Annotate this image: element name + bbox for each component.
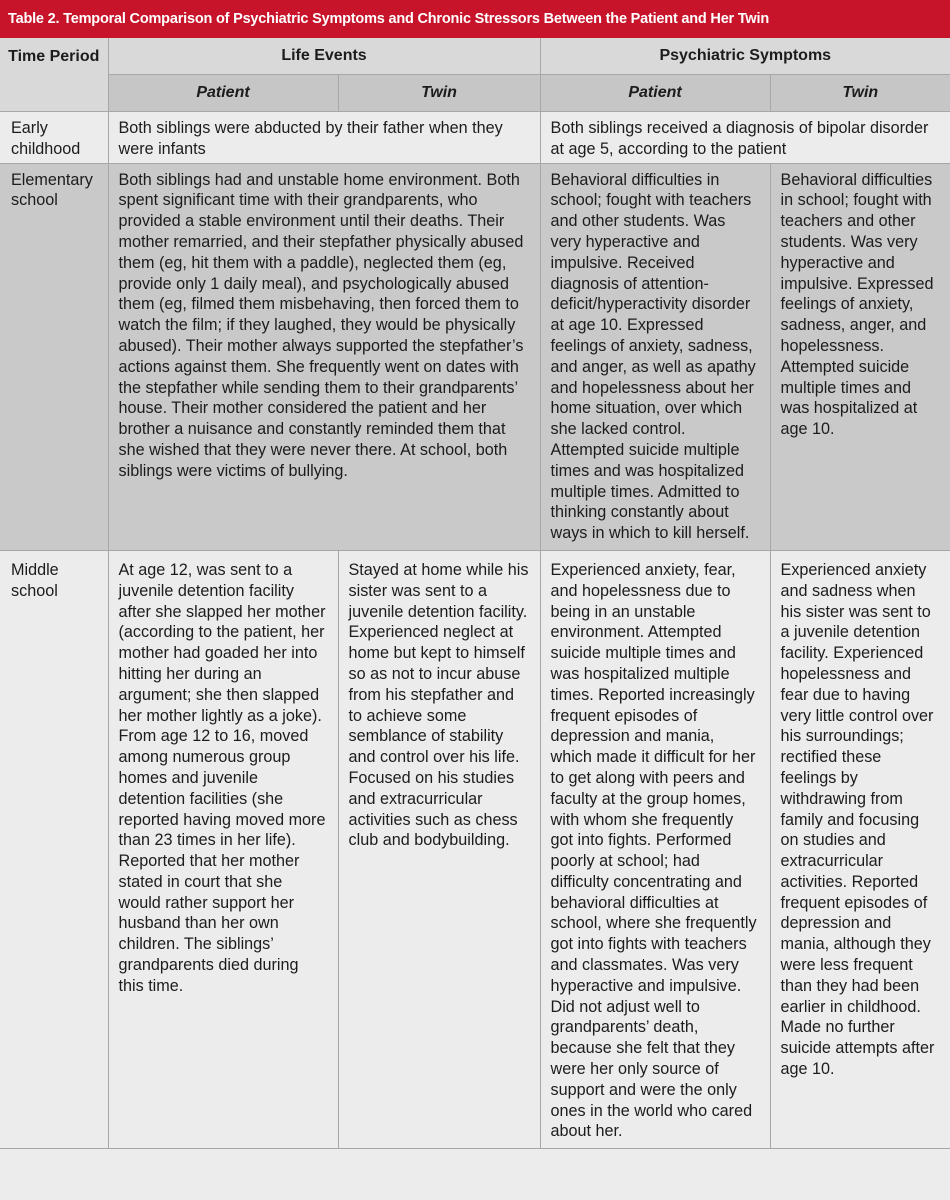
header-life-events: Life Events bbox=[108, 38, 540, 75]
life-events-cell: Both siblings had and unstable home environment. Both spent significant time with their grandparents, who provided a stable environment until their deaths. Their mother remarried, and their stepfather physically abused them (eg, hit them with a paddle), neglected them (eg, provide only 1 daily meal), and psychologically abused them (eg, filmed them misbehaving, then forced them to watch the film; if they laughed, they would be physically abused). Their mother always supported the stepfather’s actions against them. She frequently went on dates with the stepfather while sending them to their grandparents’ house. Their mother considered the patient and her brother a nuisance and constantly reminded them that she wished that they were never there. At school, both siblings were victims of bullying. bbox=[108, 163, 540, 550]
patient-symptoms-cell: Experienced anxiety, fear, and hopelessness due to being in an unstable environment. Attempted suicide multiple times and was hospitalized multiple times. Reported increasingly frequent episodes of depression and mania, which made it difficult for her to get along with peers and faculty at the group homes, with whom she frequently got into fights. Performed poorly at school; had difficulty concentrating and behavioral difficulties at school, where she frequently got into fights with teachers and classmates. Was very hyperactive and impulsive. Did not adjust well to grandparents’ death, because she felt that they were her only source of support and were the only ones in the world who cared about her. bbox=[540, 550, 770, 1148]
period-cell: Elementary school bbox=[0, 163, 108, 550]
twin-events-cell: Stayed at home while his sister was sent to a juvenile detention facility. Experienced neglect at home but kept to himself so as not to incur abuse from his stepfather and to achieve some semblance of stability and control over his life. Focused on his studies and extracurricular activities such as chess club and bodybuilding. bbox=[338, 550, 540, 1148]
table-row bbox=[0, 550, 950, 1148]
period-cell: Middle school bbox=[0, 550, 108, 1148]
period-cell: Early childhood bbox=[0, 112, 108, 164]
header-row bbox=[0, 38, 950, 75]
life-events-cell: Both siblings were abducted by their father when they were infants bbox=[108, 112, 540, 164]
header-time-period: Time Period bbox=[0, 38, 108, 112]
patient-events-cell: At age 12, was sent to a juvenile detention facility after she slapped her mother (according to the patient, her mother had goaded her into hitting her during an argument; she then slapped her mother lightly as a joke). From age 12 to 16, moved among numerous group homes and juvenile detention facilities (she reported having moved more than 23 times in her life). Reported that her mother stated in court that she would rather support her husband than her own children. The siblings’ grandparents died during this time. bbox=[108, 550, 338, 1148]
subheader-life-twin: Twin bbox=[338, 75, 540, 112]
table-row bbox=[0, 112, 950, 164]
subheader-symptoms-patient: Patient bbox=[540, 75, 770, 112]
patient-symptoms-cell: Behavioral difficulties in school; fought with teachers and other students. Was very hyperactive and impulsive. Received diagnosis of attention-deficit/hyperactivity disorder at age 10. Expressed feelings of anxiety, sadness, and anger, as well as apathy and hopelessness about her home situation, over which she lacked control. Attempted suicide multiple times and was hospitalized multiple times. Admitted to thinking constantly about ways in which to kill herself. bbox=[540, 163, 770, 550]
table-title: Table 2. Temporal Comparison of Psychiatric Symptoms and Chronic Stressors Between the Patient and Her Twin bbox=[0, 0, 950, 38]
subheader-row bbox=[0, 75, 950, 112]
table-row bbox=[0, 163, 950, 550]
symptoms-cell: Both siblings received a diagnosis of bipolar disorder at age 5, according to the patient bbox=[540, 112, 950, 164]
subheader-symptoms-twin: Twin bbox=[770, 75, 950, 112]
twin-symptoms-cell: Behavioral difficulties in school; fought with teachers and other students. Was very hyperactive and impulsive. Expressed feelings of anxiety, sadness, anger, and hopelessness. Attempted suicide multiple times and was hospitalized at age 10. bbox=[770, 163, 950, 550]
subheader-life-patient: Patient bbox=[108, 75, 338, 112]
comparison-table bbox=[0, 38, 950, 1149]
twin-symptoms-cell: Experienced anxiety and sadness when his sister was sent to a juvenile detention facility. Experienced hopelessness and fear due to having very little control over his surroundings; rectified these feelings by withdrawing from family and focusing on studies and extracurricular activities. Reported frequent episodes of depression and mania, although they were less frequent than they had been earlier in childhood. Made no further suicide attempts after age 10. bbox=[770, 550, 950, 1148]
header-psychiatric-symptoms: Psychiatric Symptoms bbox=[540, 38, 950, 75]
